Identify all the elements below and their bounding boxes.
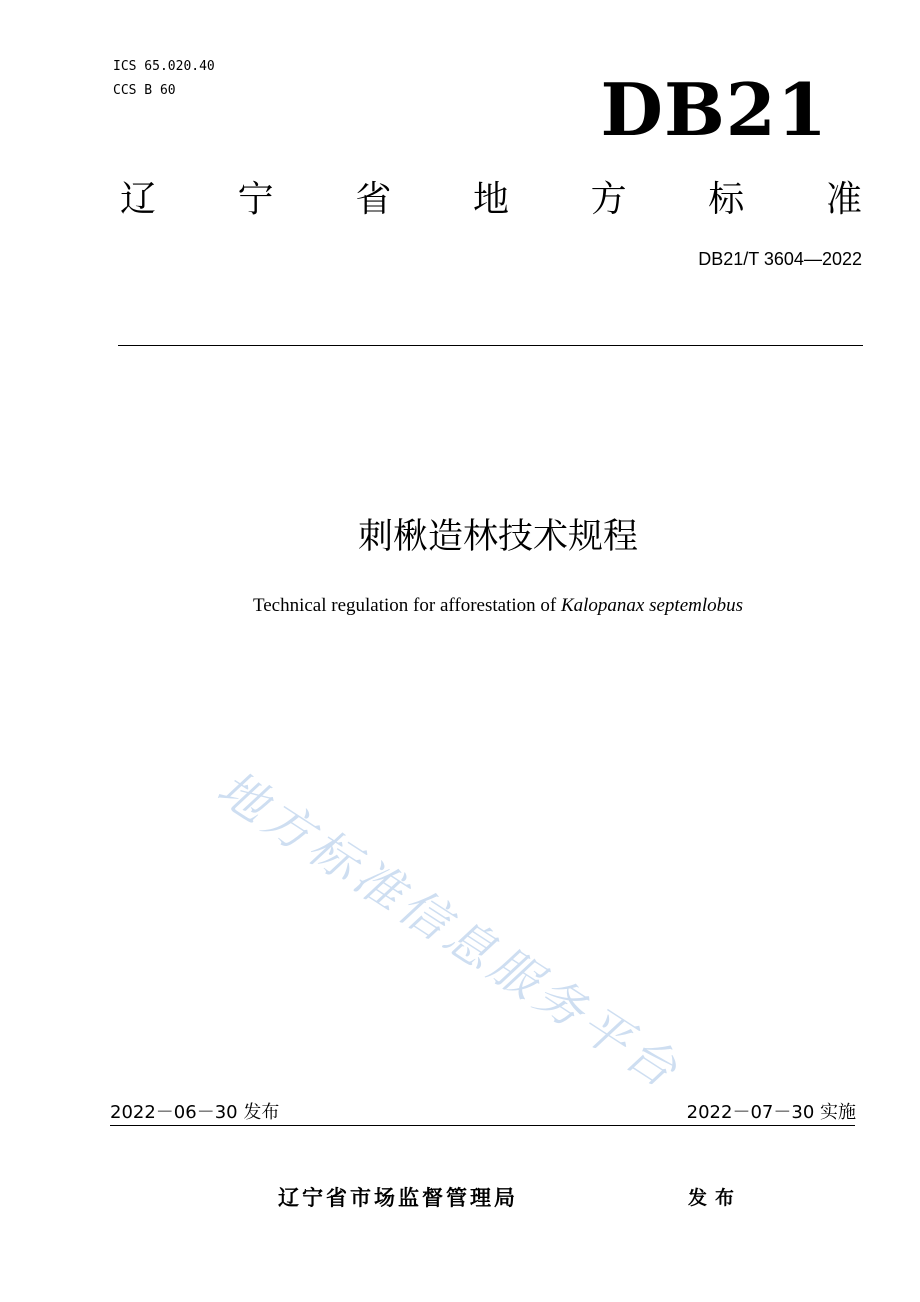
watermark-text: 地方标准信息服务平台 bbox=[207, 760, 691, 1102]
footer-divider bbox=[110, 1125, 855, 1126]
english-title-species: Kalopanax septemlobus bbox=[560, 595, 744, 616]
header-divider bbox=[118, 345, 863, 346]
issuing-authority: 辽宁省市场监督管理局 bbox=[278, 1186, 518, 1210]
ics-code: ICS 65.020.40 bbox=[113, 59, 215, 74]
publish-label: 发布 bbox=[688, 1187, 743, 1209]
standard-type-char: 准 bbox=[825, 179, 862, 220]
standard-type-heading bbox=[120, 176, 862, 224]
implementation-date: 2022－07－30 实施 bbox=[686, 1102, 856, 1123]
ccs-code: CCS B 60 bbox=[113, 83, 176, 98]
standard-type-char: 宁 bbox=[237, 179, 274, 220]
standard-mark: DB21 bbox=[600, 67, 828, 152]
standard-type-char: 地 bbox=[472, 179, 509, 220]
issue-date: 2022－06－30 发布 bbox=[110, 1102, 280, 1123]
standard-type-char: 辽 bbox=[120, 179, 157, 220]
standard-number: DB21/T 3604—2022 bbox=[698, 249, 862, 269]
document-title-chinese: 刺楸造林技术规程 bbox=[357, 517, 638, 557]
english-title-prefix: Technical regulation for afforestation of bbox=[252, 595, 561, 616]
standard-type-char: 省 bbox=[355, 179, 392, 220]
standard-type-char: 标 bbox=[708, 179, 745, 220]
document-title-english bbox=[0, 593, 920, 619]
standard-type-char: 方 bbox=[590, 179, 627, 220]
